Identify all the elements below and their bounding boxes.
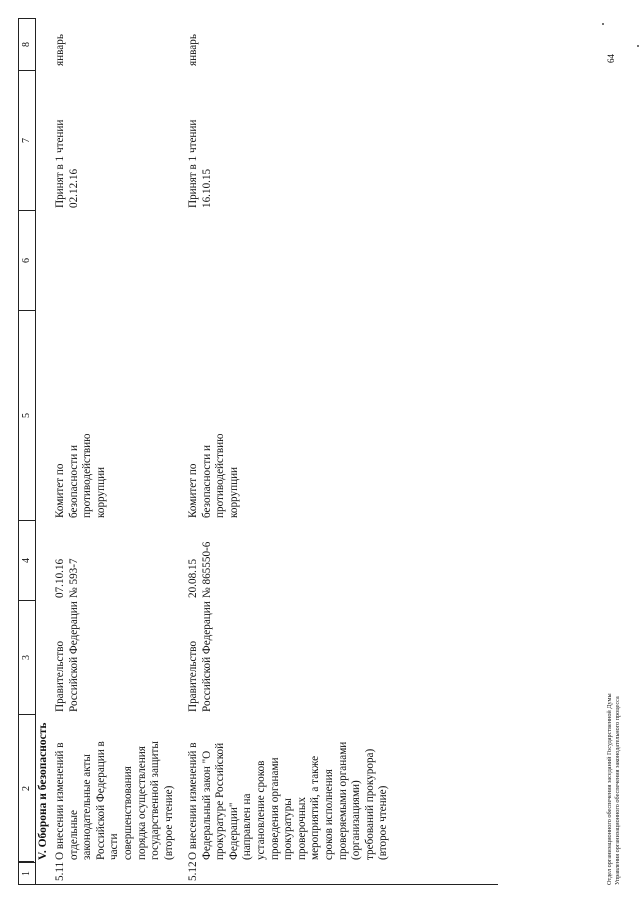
column-header-7: 7 [19, 70, 35, 210]
bill-initiator: Правительство Российской Федерации [187, 601, 213, 712]
page-number: 64 [606, 54, 616, 63]
section-title: V. Оборона и безопасность [37, 722, 49, 860]
footer-department [606, 285, 622, 885]
row-number: 5.12 [187, 861, 199, 881]
planned-month: январь [187, 34, 199, 66]
row-number: 5.11 [54, 861, 66, 881]
column-header-8: 8 [19, 18, 35, 70]
footer-line-1: Отдел организационного обеспечения заседаний Государственной Думы [606, 693, 613, 885]
registration-info: 20.08.15 № 865550-6 [187, 541, 213, 598]
column-header-2: 2 [19, 714, 35, 862]
table-right-border [18, 18, 34, 19]
column-divider [18, 861, 34, 862]
column-header-6: 6 [19, 210, 35, 310]
column-header-4: 4 [19, 520, 35, 600]
bill-status: Принят в 1 чтении 16.10.15 [187, 119, 213, 208]
bill-title: О внесении изменений в отдельные законодательные акты Российской Федерации в части совершенствования порядка осуществления государственной защиты (второе чтение) [54, 741, 175, 860]
column-header-row [18, 18, 36, 884]
footer-line-2: Управления организационного обеспечения законодательного процесса [614, 696, 621, 885]
responsible-committee: Комитет по безопасности и противодействию коррупции [54, 433, 107, 518]
column-header-1: 1 [19, 862, 35, 884]
responsible-committee: Комитет по безопасности и противодействию коррупции [187, 433, 240, 518]
registration-info: 07.10.16 № 593-7 [54, 558, 80, 598]
bill-initiator: Правительство Российской Федерации [54, 601, 80, 712]
bill-status: Принят в 1 чтении 02.12.16 [54, 119, 80, 208]
planned-month: январь [54, 34, 66, 66]
scan-speck [637, 45, 639, 47]
column-header-3: 3 [19, 600, 35, 714]
plan-table [18, 18, 498, 885]
column-header-5: 5 [19, 310, 35, 520]
bill-title: О внесении изменений в Федеральный закон "О прокуратуре Российской Федерации" (направлен на установление сроков проведения органами прокуратуры проверочных мероприятий, а также сроков исполнения проверяемыми органами (организациями) требований прокурора) (второе чтение) [187, 741, 390, 860]
scan-speck [602, 23, 604, 25]
